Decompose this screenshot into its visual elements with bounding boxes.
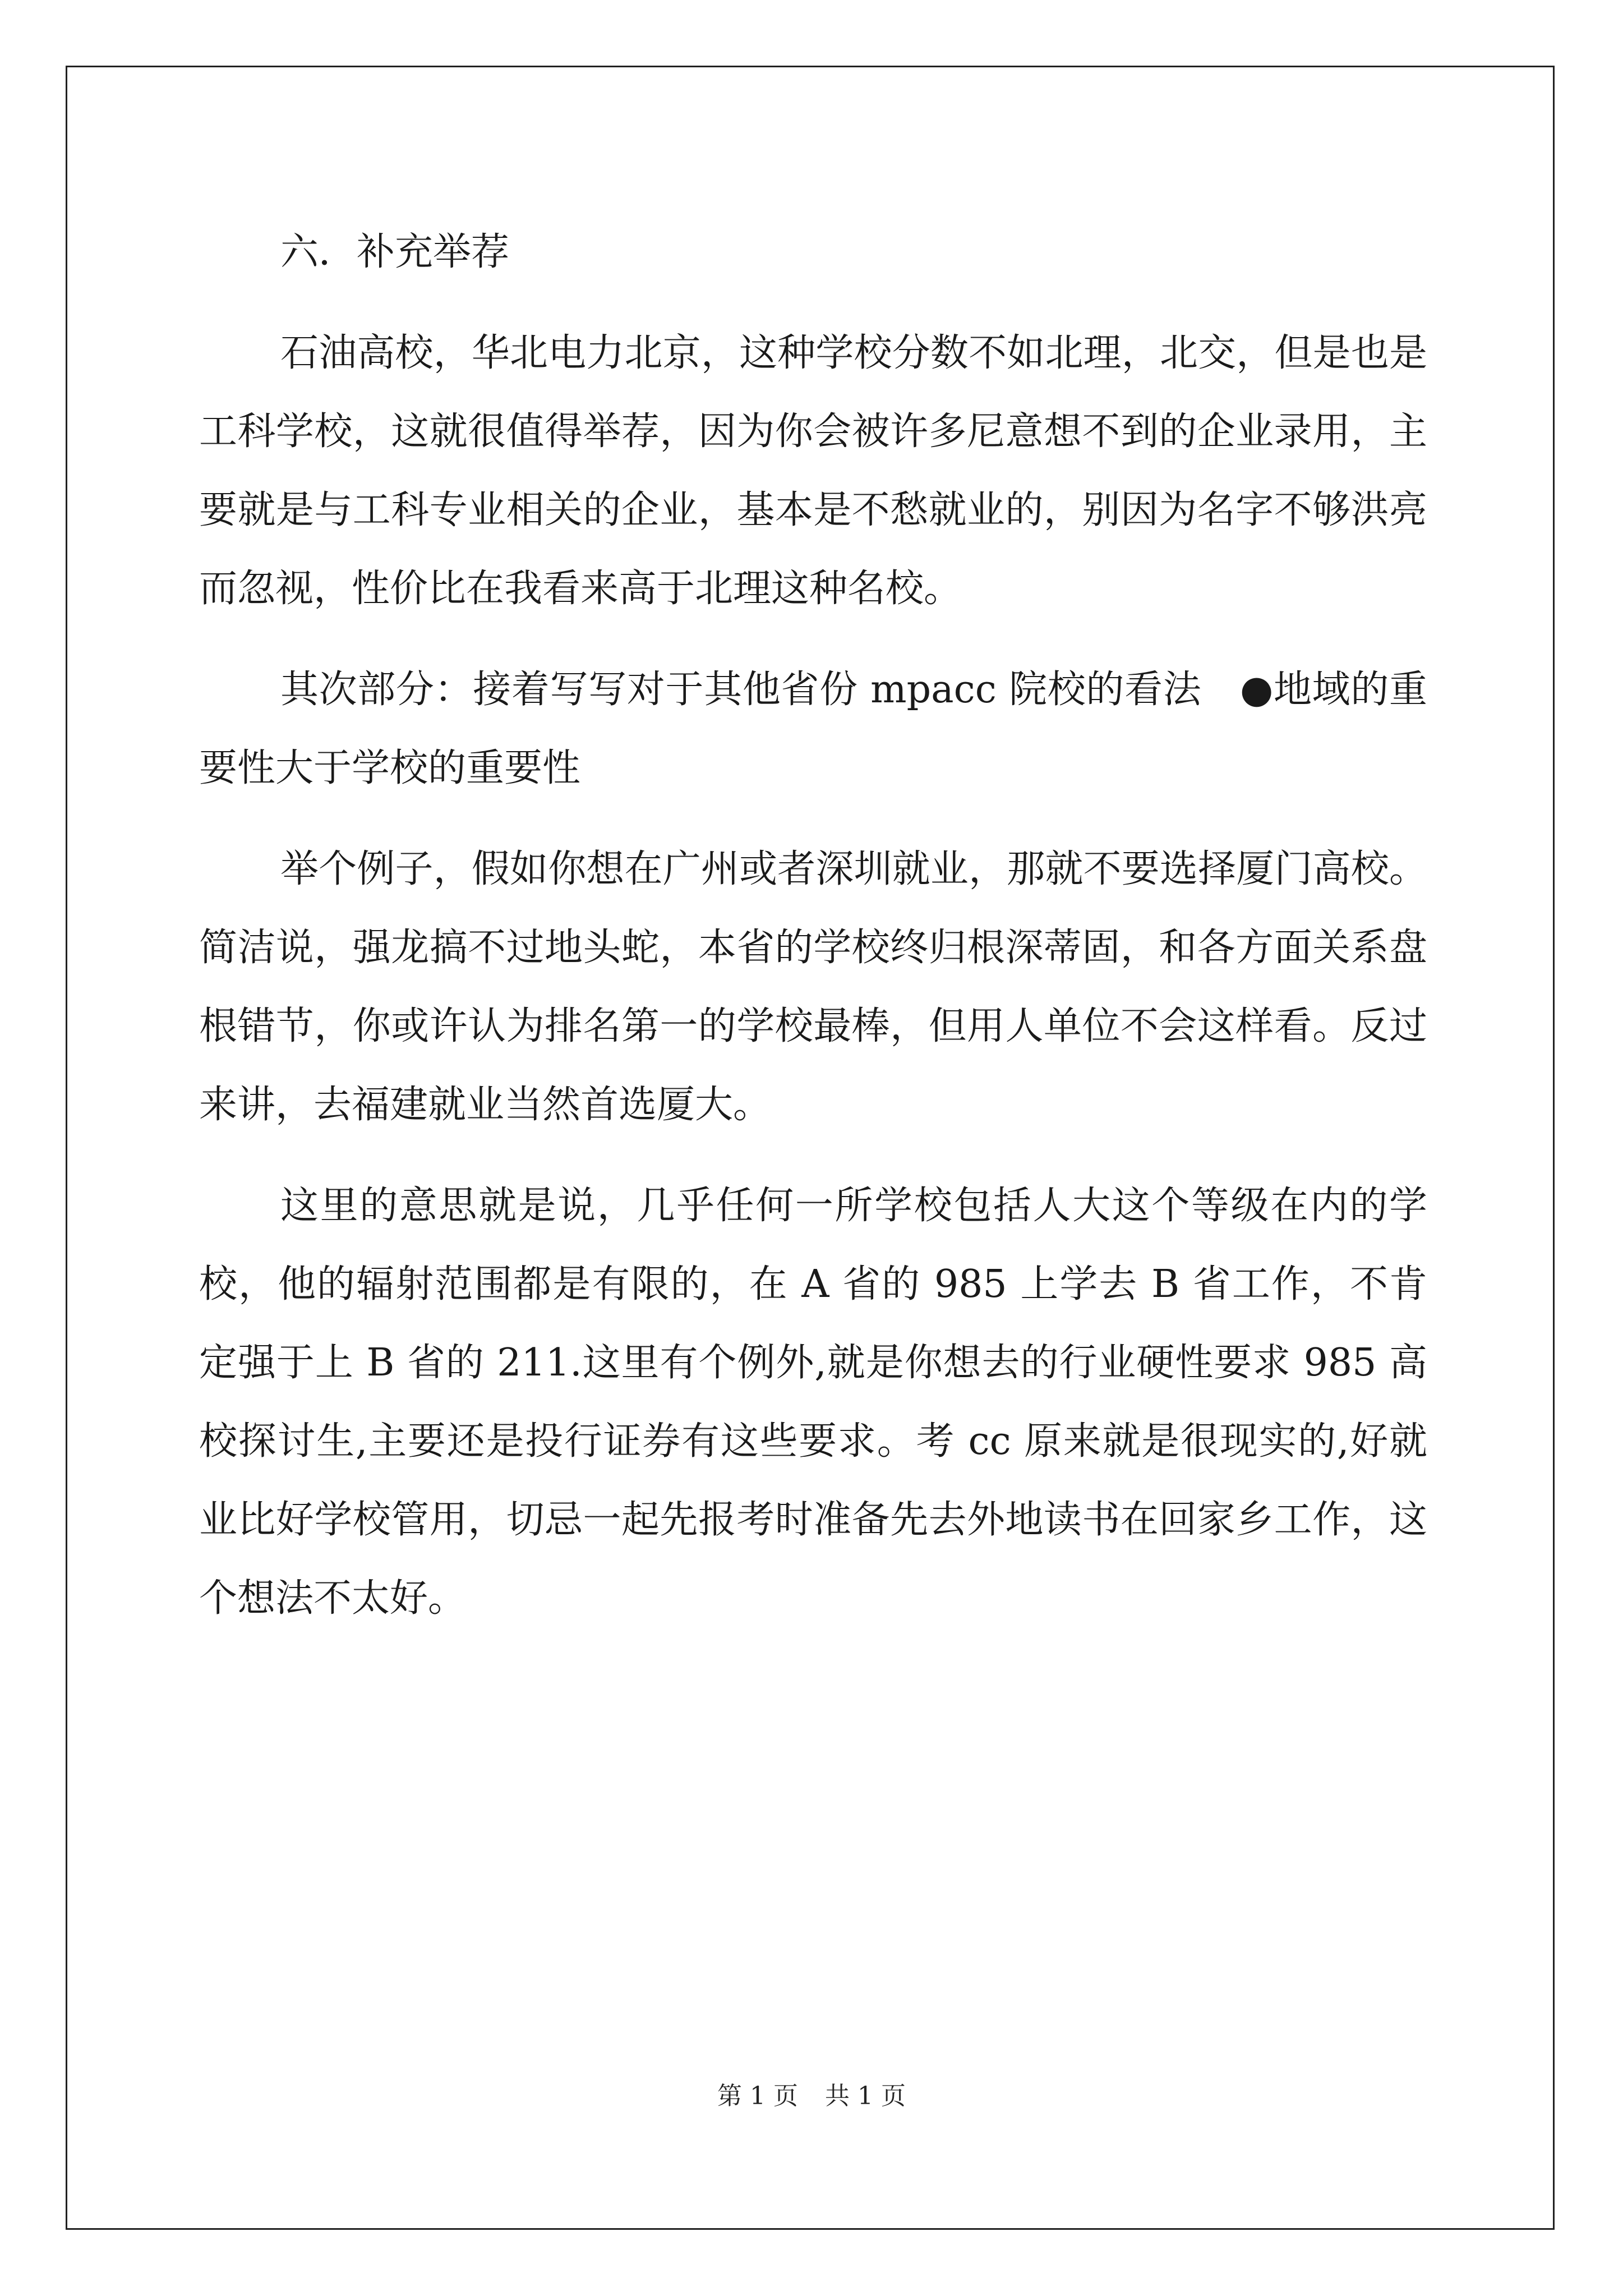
paragraph-3: 举个例子，假如你想在广州或者深圳就业，那就不要选择厦门高校。简洁说，强龙搞不过地头蛇，本省的学校终归根深蒂固，和各方面关系盘根错节，你或许认为排名第一的学校最棒，但用人单位不会这样看。反过来讲，去福建就业当然首选厦大。 [199, 847, 1427, 1127]
paragraph-4: 这里的意思就是说，几乎任何一所学校包括人大这个等级在内的学校，他的辐射范围都是有限的，在 A 省的 985 上学去 B 省工作，不肯定强于上 B 省的 211.这里有个例外,就是你想去的行业硬性要求 985 高校探讨生,主要还是投行证券有这些要求。考 cc 原来就是很现实的,好就业比好学校管用，切忌一起先报考时准备先去外地读书在回家乡工作，这个想法不太好。 [199, 1184, 1428, 1621]
page-total: 共 1 页 [825, 2082, 906, 2110]
document-body [199, 213, 1427, 1638]
page-footer [0, 2076, 1623, 2111]
page-number: 第 1 页 [717, 2082, 798, 2110]
section-heading: 六．补充举荐 [280, 230, 510, 274]
paragraph-2: 其次部分：接着写写对于其他省份 mpacc 院校的看法 ●地域的重要性大于学校的重要性 [199, 668, 1427, 790]
paragraph-1: 石油高校，华北电力北京，这种学校分数不如北理，北交，但是也是工科学校，这就很值得举荐，因为你会被许多尼意想不到的企业录用，主要就是与工科专业相关的企业，基本是不愁就业的，别因为名字不够洪亮而忽视，性价比在我看来高于北理这种名校。 [199, 331, 1427, 611]
